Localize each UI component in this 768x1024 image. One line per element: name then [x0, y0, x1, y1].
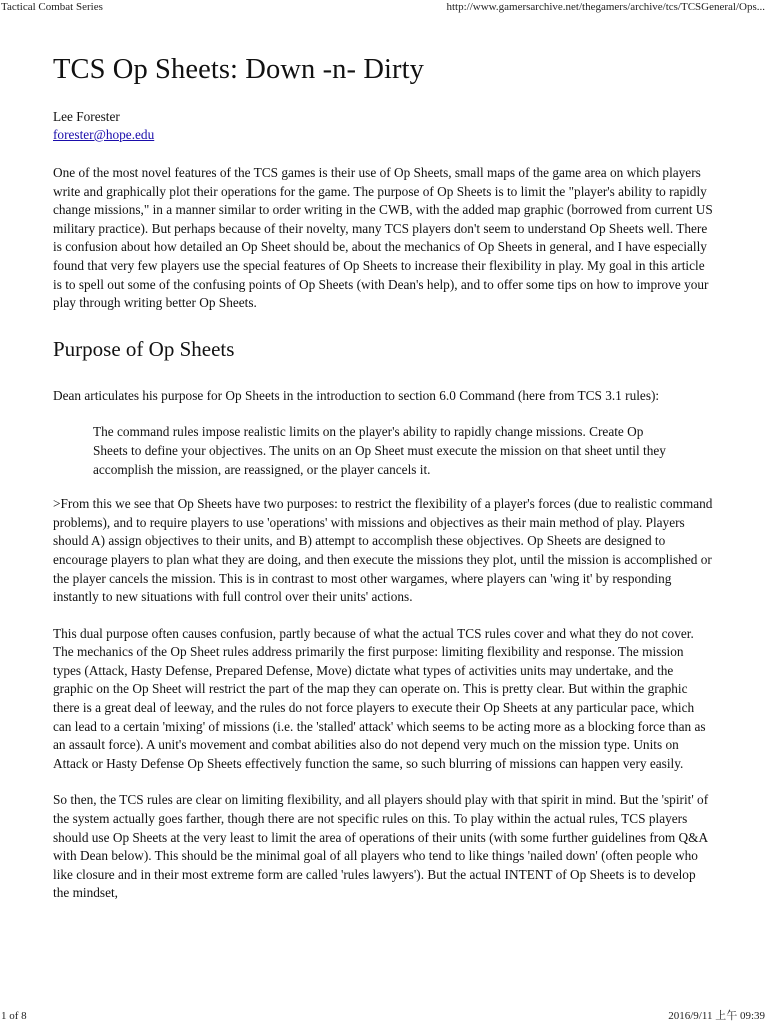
author-email-link[interactable]: forester@hope.edu	[53, 127, 155, 142]
intro-paragraph: One of the most novel features of the TCS games is their use of Op Sheets, small maps of the game area on which players write and graphically plot their operations for the game. The purpose of Op Sheets is to limit the "player's ability to rapidly change missions," in a manner similar to order writing in the CWB, with the added map graphic (borrowed from current US military practice). But perhaps because of their novelty, many TCS players don't seem to understand Op Sheets well. There is confusion about how detailed an Op Sheet should be, about the mechanics of Op Sheets in general, and I have especially found that very few players use the special features of Op Sheets to increase their flexibility in play. My goal in this article is to spell out some of the confusing points of Op Sheets (with Dean's help), and to offer some tips on how to improve your play through writing better Op Sheets.	[53, 165, 713, 311]
article	[53, 52, 713, 903]
article-title: TCS Op Sheets: Down -n- Dirty	[53, 54, 425, 85]
dual-purpose-paragraph: This dual purpose often causes confusion, partly because of what the actual TCS rules cover and what they do not cover. The mechanics of the Op Sheet rules address primarily the first purpose: limiting flexibility and response. The mission types (Attack, Hasty Defense, Prepared Defense, Move) dictate what types of activities units may undertake, and the graphic on the Op Sheet will restrict the part of the map they can operate on. This is pretty clear. But within the graphic there is a great deal of leeway, and the rules do not force players to execute their Op Sheets at any particular pace, which can lead to a certain 'mixing' of missions (i.e. the 'stalled' attack' which seems to be acting more as a blocking force than as an assault force). A unit's movement and combat abilities also do not depend very much on the mission type. Units on Attack or Hasty Defense Op Sheets effectively function the same, so such blurring of missions can happen very easily.	[53, 625, 706, 771]
author-block	[53, 108, 713, 144]
header-site-title: Tactical Combat Series	[1, 1, 103, 13]
header-url: http://www.gamersarchive.net/thegamers/archive/tcs/TCSGeneral/Ops...	[446, 1, 765, 13]
dean-paragraph: Dean articulates his purpose for Op Sheets in the introduction to section 6.0 Command (here from TCS 3.1 rules):	[53, 387, 660, 403]
so-then-paragraph: So then, the TCS rules are clear on limiting flexibility, and all players should play with that spirit in mind. But the 'spirit' of the system actually goes farther, though there are not specific rules on this. To play within the actual rules, TCS players should use Op Sheets at the very least to limit the area of operations of their units (with some further guidelines from Q&A with Dean below). This should be the minimal goal of all players who tend to like things 'nailed down' (often people who like closure and in their most extreme form are called 'rules lawyers'). But the actual INTENT of Op Sheets is to develop the mindset,	[53, 792, 709, 901]
section-heading: Purpose of Op Sheets	[53, 336, 235, 361]
page-number: 1 of 8	[1, 1010, 27, 1022]
print-timestamp: 2016/9/11 上午 09:39	[668, 1010, 765, 1022]
page-footer	[0, 1008, 768, 1024]
purposes-paragraph: >From this we see that Op Sheets have two purposes: to restrict the flexibility of a player's forces (due to realistic command problems), and to require players to use 'operations' with missions and objectives as their main method of play. Players should A) assign objectives to their units, and B) attempt to accomplish these objectives. Op Sheets are designed to encourage players to plan what they are doing, and then execute the missions they plot, until the mission is accomplished or the player cancels the mission. This is in contrast to most other wargames, where players can 'wing it' by responding instantly to new situations with full control over their units' actions.	[53, 496, 713, 605]
author-name: Lee Forester	[53, 109, 120, 124]
rules-quote: The command rules impose realistic limits on the player's ability to rapidly change missions. Create Op Sheets to define your objectives. The units on an Op Sheet must execute the mission on that sheet until they accomplish the mission, are reassigned, or the player cancels it.	[93, 424, 666, 477]
page-header	[0, 0, 768, 14]
